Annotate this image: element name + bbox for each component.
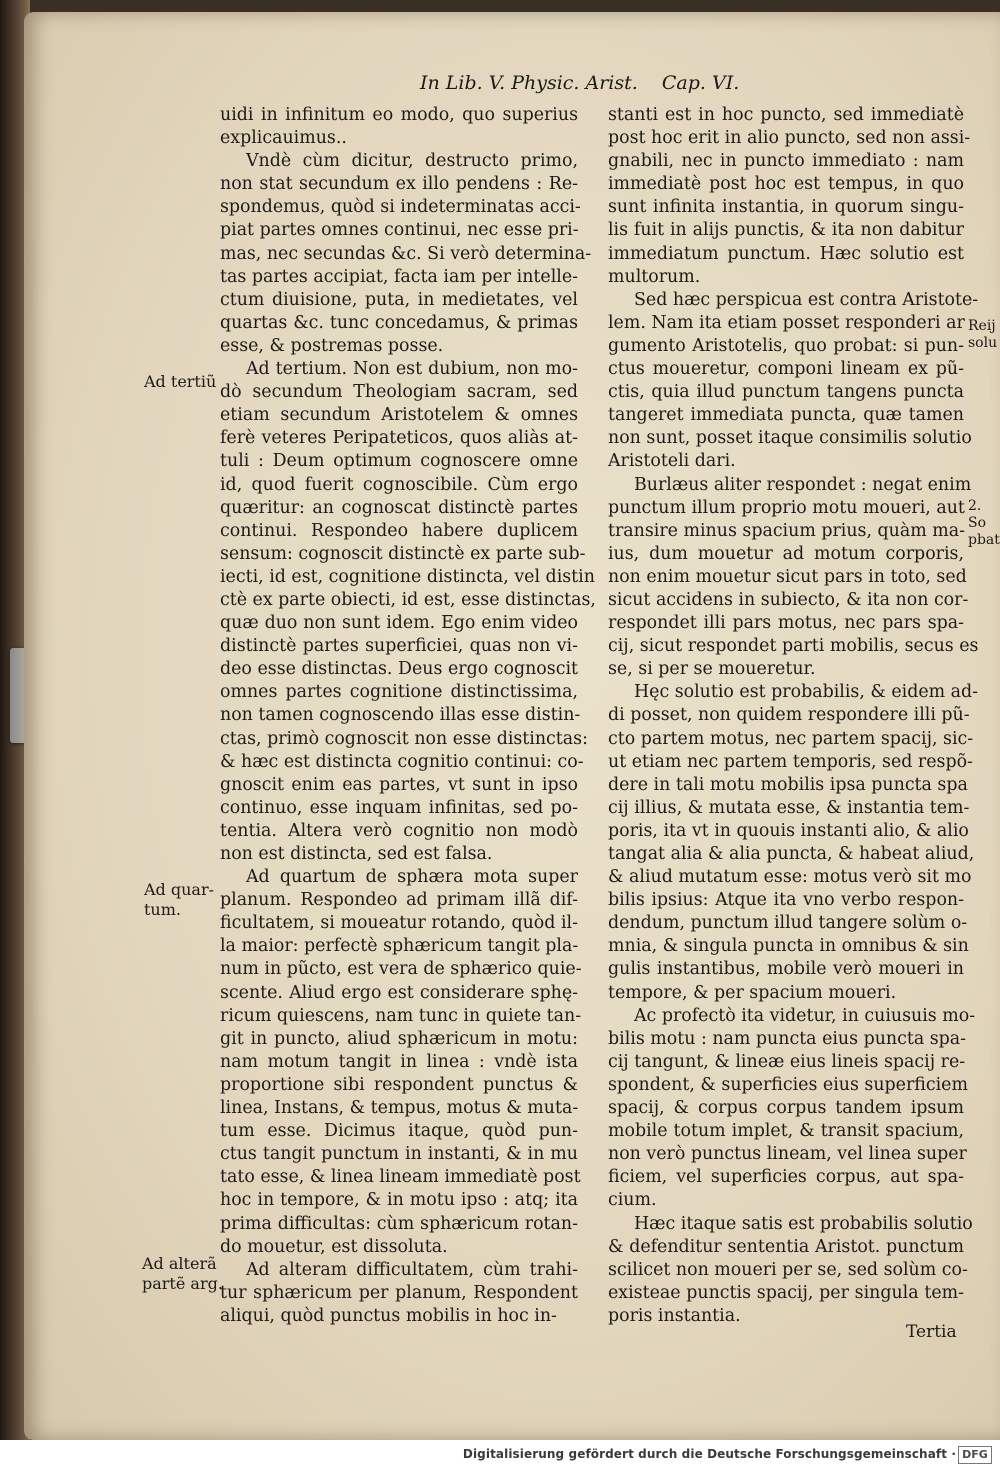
catchword: Tertia bbox=[906, 1322, 957, 1342]
text-line: stanti est in hoc puncto, sed immediatè bbox=[608, 105, 964, 125]
text-line: lis fuit in alijs punctis, & ita non dabitur bbox=[608, 220, 964, 241]
paragraph bbox=[220, 1259, 578, 1328]
text-line: cij illius, & mutata esse, & instantia tem- bbox=[608, 797, 970, 818]
text-line: aliqui, quòd punctus mobilis in hoc in- bbox=[220, 1305, 557, 1326]
text-line: omnes partes cognitione distinctissima, bbox=[220, 682, 578, 703]
text-line: gnoscit enim eas partes, vt sunt in ipso bbox=[220, 774, 578, 795]
dfg-logo: DFG bbox=[958, 1446, 992, 1464]
text-line: respondet illi pars motus, nec pars spa- bbox=[608, 613, 964, 634]
text-line: di posset, non quidem respondere illi pũ- bbox=[608, 705, 970, 726]
text-line: mobile totum implet, & transit spacium, bbox=[608, 1121, 964, 1142]
text-line: tas partes accipiat, facta iam per intelle- bbox=[220, 266, 578, 287]
text-line: id, quod fuerit cognoscibile. Cùm ergo bbox=[220, 474, 578, 495]
text-line: non sunt, posset itaque consimilis solutio bbox=[608, 428, 972, 449]
text-line: scente. Aliud ergo est considerare sphę- bbox=[220, 982, 578, 1003]
text-line: ctum diuisione, puta, in medietates, vel bbox=[220, 289, 578, 310]
text-line: Ad tertium. Non est dubium, non mo- bbox=[246, 359, 578, 380]
text-line: tuli : Deum optimum cognoscere omne bbox=[220, 451, 578, 472]
text-line: hoc in tempore, & in motu ipso : atq; ita bbox=[220, 1190, 578, 1211]
text-line: distinctè partes superficiei, quas non vi- bbox=[220, 636, 578, 657]
text-line: git in puncto, aliud sphæricum in motu: bbox=[220, 1028, 578, 1049]
text-line: spacij, & corpus corpus tandem ipsum bbox=[608, 1098, 964, 1119]
text-line: proportione sibi respondent punctus & bbox=[220, 1074, 578, 1095]
text-line: punctum illum proprio motu moueri, aut bbox=[608, 497, 965, 518]
text-line: & aliud mutatum esse: motus verò sit mo bbox=[608, 867, 972, 888]
text-line: bilis ipsius: Atque ita vno verbo respon- bbox=[608, 890, 964, 911]
margin-note-ad-alteram: Ad alterã partẽ arg. bbox=[142, 1254, 223, 1293]
paragraph bbox=[220, 104, 578, 150]
text-line: tangeret immediata puncta, quæ tamen bbox=[608, 405, 964, 426]
text-line: Burlæus aliter respondet : negat enim bbox=[634, 474, 972, 495]
text-line: num in pũcto, est vera de sphærico quie- bbox=[220, 959, 582, 980]
text-line: tangat alia & alia puncta, & habeat aliud, bbox=[608, 844, 975, 864]
text-line: dò secundum Theologiam sacram, sed bbox=[220, 382, 578, 403]
text-line: non enim mouetur sicut pars in toto, sed bbox=[608, 566, 967, 587]
text-line: prima difficultas: cùm sphæricum rotan- bbox=[220, 1213, 578, 1234]
text-line: deo esse distinctas. Deus ergo cognoscit bbox=[220, 659, 578, 680]
text-line: tempore, & per spacium moueri. bbox=[608, 982, 897, 1003]
text-line: transire minus spacium prius, quàm ma- bbox=[608, 520, 965, 541]
text-line: explicauimus.. bbox=[220, 128, 347, 149]
text-line: ius, dum mouetur ad motum corporis, bbox=[608, 543, 964, 564]
text-line: spondent, & superficies eius superficiem bbox=[608, 1074, 968, 1095]
paragraph bbox=[608, 474, 979, 682]
left-column bbox=[220, 104, 596, 1328]
margin-note-ad-tertium: Ad tertiũ bbox=[144, 372, 217, 391]
margin-note-so: 2. So pbat bbox=[968, 498, 1000, 548]
text-line: continuo, esse inquam infinitas, sed po- bbox=[220, 797, 578, 818]
text-line: ctas, primò cognoscit non esse distinctas: bbox=[220, 728, 588, 749]
text-line: Ad quartum de sphæra mota super bbox=[246, 867, 578, 888]
paragraph bbox=[608, 681, 979, 1004]
text-line: ctis, quia illud punctum tangens puncta bbox=[608, 382, 964, 403]
text-line: quæ duo non sunt idem. Ego enim video bbox=[220, 613, 578, 634]
text-line: Sed hæc perspicua est contra Aristote- bbox=[634, 289, 979, 310]
text-line: post hoc erit in alio puncto, sed non assi- bbox=[608, 128, 971, 149]
text-line: Vndè cùm dicitur, destructo primo, bbox=[246, 151, 578, 172]
text-line: tum esse. Dicimus itaque, quòd pun- bbox=[220, 1121, 578, 1142]
running-header bbox=[420, 72, 780, 94]
text-line: & hæc est distincta cognitio continui: co- bbox=[220, 751, 584, 772]
text-line: Ac profectò ita videtur, in cuiusuis mo- bbox=[634, 1005, 976, 1026]
right-column bbox=[608, 104, 979, 1328]
text-line: se, si per se moueretur. bbox=[608, 659, 816, 680]
text-line: non tamen cognoscendo illas esse distin- bbox=[220, 705, 581, 726]
paragraph bbox=[220, 358, 596, 866]
text-line: mnia, & singula puncta in omnibus & sin bbox=[608, 936, 969, 957]
text-line: tentia. Altera verò cognitio non modò bbox=[220, 820, 578, 841]
text-line: non verò punctus lineam, vel linea super bbox=[608, 1144, 967, 1165]
text-line: existeae punctis spacij, per singula tem- bbox=[608, 1282, 964, 1303]
text-line: nam motum tangit in linea : vndè ista bbox=[220, 1051, 578, 1072]
text-line: bilis motu : nam puncta eius puncta spa- bbox=[608, 1028, 967, 1049]
text-line: sunt infinita instantia, in quorum singu- bbox=[608, 197, 964, 218]
text-line: ficultatem, si moueatur rotando, quòd il- bbox=[220, 913, 578, 934]
paragraph bbox=[608, 289, 979, 474]
text-line: continui. Respondeo habere duplicem bbox=[220, 520, 578, 541]
text-line: non stat secundum ex illo pendens : Re- bbox=[220, 174, 578, 195]
text-line: dere in tali motu mobilis ipsa puncta spa bbox=[608, 774, 968, 795]
text-line: ctus tangit punctum in instanti, & in mu bbox=[220, 1144, 578, 1165]
text-line: multorum. bbox=[608, 266, 701, 287]
text-line: quæritur: an cognoscat distinctè partes bbox=[220, 497, 578, 518]
paragraph bbox=[608, 1005, 976, 1213]
text-line: poris, ita vt in quouis instanti alio, & alio bbox=[608, 820, 969, 841]
margin-note-reij: Reij solu bbox=[968, 318, 998, 351]
margin-note-ad-quartum: Ad quar- tum. bbox=[144, 880, 215, 919]
text-line: lem. Nam ita etiam posset responderi ar bbox=[608, 312, 965, 333]
footer-bar bbox=[0, 1440, 1000, 1470]
text-line: ctè ex parte obiecti, id est, esse distinctas, bbox=[220, 589, 596, 610]
text-line: uidi in infinitum eo modo, quo superius bbox=[220, 105, 578, 125]
text-line: & defenditur sententia Aristot. punctum bbox=[608, 1236, 964, 1257]
running-title: In Lib. V. Physic. Arist. bbox=[420, 72, 638, 94]
footer-credit: Digitalisierung gefördert durch die Deutsche Forschungsgemeinschaft · bbox=[462, 1447, 956, 1461]
text-line: sicut accidens in subiecto, & ita non cor- bbox=[608, 589, 969, 610]
text-line: Hęc solutio est probabilis, & eidem ad- bbox=[634, 682, 979, 703]
text-line: Hæc itaque satis est probabilis solutio bbox=[634, 1213, 973, 1234]
paragraph bbox=[220, 866, 582, 1259]
text-line: planum. Respondeo ad primam illã dif- bbox=[220, 890, 578, 911]
paragraph bbox=[608, 1213, 973, 1328]
text-line: dendum, punctum illud tangere solùm o- bbox=[608, 913, 968, 934]
text-line: la maior: perfectè sphæricum tangit pla- bbox=[220, 936, 579, 957]
text-line: quartas &c. tunc concedamus, & primas bbox=[220, 312, 578, 333]
text-line: ricum quiescens, nam tunc in quiete tan- bbox=[220, 1005, 582, 1026]
text-line: linea, Instans, & tempus, motus & muta- bbox=[220, 1098, 579, 1119]
text-line: gulis instantibus, mobile verò moueri in bbox=[608, 959, 964, 980]
text-line: Ad alteram difficultatem, cùm trahi- bbox=[246, 1259, 578, 1280]
text-line: ctus moueretur, componi lineam ex pũ- bbox=[608, 359, 964, 380]
chapter-label: Cap. VI. bbox=[661, 72, 740, 94]
text-line: etiam secundum Aristotelem & omnes bbox=[220, 405, 578, 426]
text-line: cij, sicut respondet parti mobilis, secus es bbox=[608, 636, 979, 657]
text-line: poris instantia. bbox=[608, 1305, 741, 1326]
text-line: ut etiam nec partem temporis, sed respõ- bbox=[608, 751, 973, 772]
text-line: Aristoteli dari. bbox=[608, 451, 736, 472]
text-line: tato esse, & linea lineam immediatè post bbox=[220, 1167, 581, 1188]
text-line: esse, & postremas posse. bbox=[220, 335, 444, 356]
text-line: non est distincta, sed est falsa. bbox=[220, 844, 493, 864]
paragraph bbox=[608, 104, 971, 289]
text-line: mas, nec secundas &c. Si verò determina- bbox=[220, 243, 592, 264]
paragraph bbox=[220, 150, 592, 358]
text-line: iecti, id est, cognitione distincta, vel distin bbox=[220, 566, 595, 587]
text-line: sensum: cognoscit distinctè ex parte sub- bbox=[220, 543, 586, 564]
text-line: immediatum punctum. Hæc solutio est bbox=[608, 243, 964, 264]
text-line: immediatè post hoc est tempus, in quo bbox=[608, 174, 964, 195]
text-line: scilicet non moueri per se, sed solùm co- bbox=[608, 1259, 968, 1280]
text-line: cij tangunt, & lineæ eius lineis spacij re- bbox=[608, 1051, 966, 1072]
text-line: ferè veteres Peripateticos, quos aliàs at- bbox=[220, 428, 578, 449]
text-line: tur sphæricum per planum, Respondent bbox=[220, 1282, 578, 1303]
text-line: cto partem motus, nec partem spacij, sic- bbox=[608, 728, 974, 749]
text-line: spondemus, quòd si indeterminatas acci- bbox=[220, 197, 581, 218]
text-line: piat partes omnes continui, nec esse pri- bbox=[220, 220, 579, 241]
text-line: cium. bbox=[608, 1190, 657, 1211]
text-line: do mouetur, est dissoluta. bbox=[220, 1236, 448, 1257]
text-line: gnabili, nec in puncto immediato : nam bbox=[608, 151, 964, 172]
text-line: ficiem, vel superficies corpus, aut spa- bbox=[608, 1167, 964, 1188]
text-line: gumento Aristotelis, quo probat: si pun- bbox=[608, 335, 964, 356]
